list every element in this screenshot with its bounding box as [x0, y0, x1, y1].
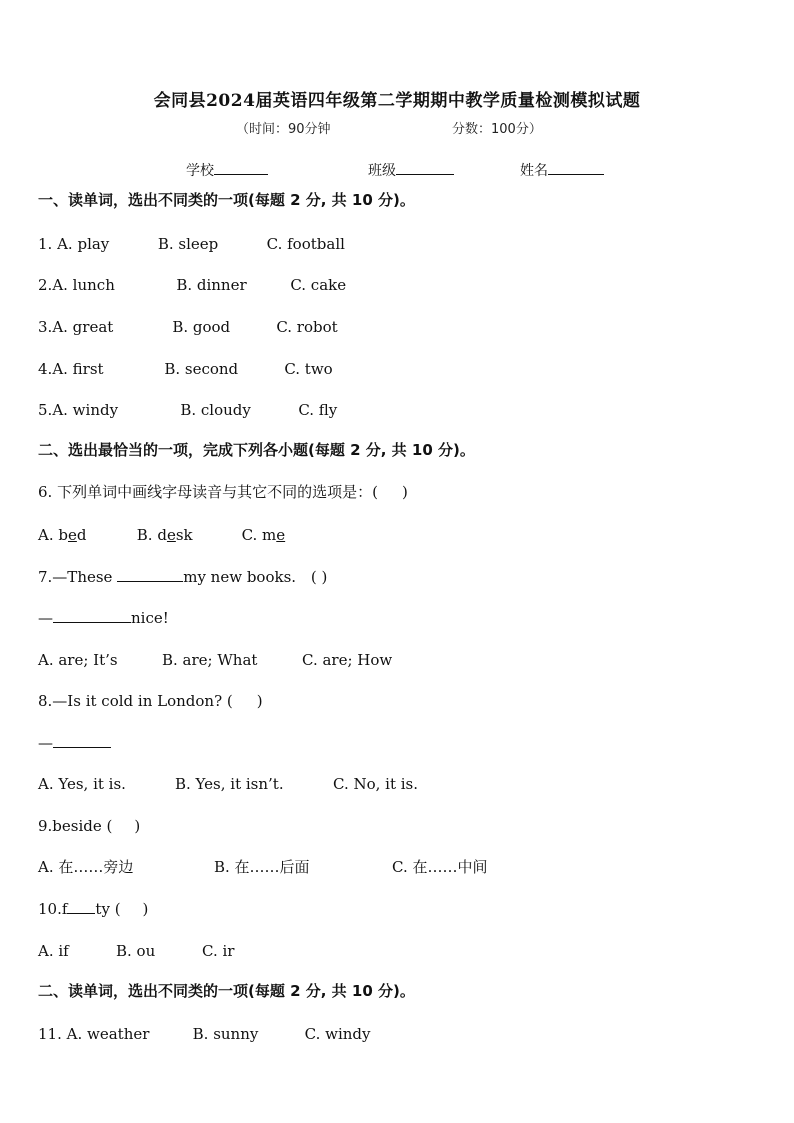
option-a[interactable]: A. great [52, 318, 114, 336]
exam-score: 分数：100分） [452, 122, 542, 137]
paren-close: ) [142, 900, 149, 918]
question-7-options [38, 650, 392, 670]
answer-blank-1[interactable] [117, 567, 183, 582]
option-c[interactable]: C. cake [290, 276, 347, 294]
paren-close: ) [256, 692, 263, 710]
question-7-reply [38, 608, 169, 628]
option-b[interactable]: B. ou [116, 942, 156, 960]
option-c[interactable]: C. 在……中间 [392, 858, 488, 876]
school-field[interactable] [186, 160, 214, 180]
question-number: 2. [38, 276, 53, 294]
question-3 [38, 317, 338, 337]
option-c[interactable]: C. ir [202, 942, 235, 960]
dash: — [38, 734, 53, 752]
option-text: A. b [38, 526, 68, 544]
paren-close: ) [401, 483, 408, 501]
option-c[interactable]: C. fly [298, 401, 338, 419]
question-2 [38, 275, 346, 295]
answer-blank[interactable] [67, 899, 95, 914]
name-field[interactable] [520, 160, 548, 180]
question-6-options [38, 525, 285, 545]
option-text: C. m [241, 526, 277, 544]
question-8-reply [38, 733, 111, 753]
question-stem: 10.f [38, 900, 68, 918]
option-text: B. d [136, 526, 167, 544]
option-a[interactable]: A. weather [66, 1025, 150, 1043]
option-b[interactable]: B. 在……后面 [214, 858, 310, 876]
option-c[interactable]: C. No, it is. [333, 775, 419, 793]
option-c[interactable] [242, 525, 286, 545]
exam-meta [236, 118, 656, 137]
option-b[interactable]: B. sunny [192, 1025, 259, 1043]
question-9 [38, 816, 140, 836]
section-3-heading: 二、读单词，选出不同类的一项(每题 2 分, 共 10 分)。 [38, 982, 415, 1000]
question-10 [38, 899, 148, 919]
option-b[interactable]: B. good [172, 318, 231, 336]
question-8 [38, 691, 263, 711]
option-c[interactable]: C. two [284, 360, 333, 378]
section-1-heading: 一、读单词，选出不同类的一项(每题 2 分, 共 10 分)。 [38, 191, 415, 209]
option-b[interactable] [137, 525, 237, 545]
name-label: 姓名 [520, 163, 548, 179]
question-7 [38, 567, 327, 587]
option-b[interactable]: B. are; What [162, 651, 258, 669]
question-11 [38, 1024, 371, 1044]
class-label: 班级 [368, 163, 396, 179]
option-a[interactable] [38, 525, 132, 545]
question-9-options [38, 857, 487, 877]
question-6 [38, 482, 408, 502]
option-b[interactable]: B. Yes, it isn’t. [175, 775, 284, 793]
question-10-options [38, 941, 234, 961]
class-field[interactable] [368, 160, 396, 180]
section-2-heading: 二、选出最恰当的一项，完成下列各小题(每题 2 分, 共 10 分)。 [38, 441, 475, 459]
option-text: d [76, 526, 87, 544]
answer-blank-2[interactable] [53, 608, 131, 623]
question-stem: 7.—These [38, 568, 113, 586]
option-a[interactable]: A. if [38, 942, 69, 960]
option-a[interactable]: A. are; It’s [38, 651, 118, 669]
question-number: 5. [38, 401, 53, 419]
underlined-letter: e [276, 526, 286, 544]
option-a[interactable]: A. play [57, 235, 110, 253]
paren-close: ) [134, 817, 141, 835]
question-number: 3. [38, 318, 53, 336]
question-5 [38, 400, 337, 420]
option-a[interactable]: A. windy [52, 401, 119, 419]
option-a[interactable]: A. lunch [52, 276, 115, 294]
option-b[interactable]: B. sleep [157, 235, 219, 253]
question-stem: 6. 下列单词中画线字母读音与其它不同的选项是：( [38, 483, 378, 501]
question-number: 11. [38, 1025, 62, 1043]
option-a[interactable]: A. Yes, it is. [38, 775, 126, 793]
question-stem: ty ( [95, 900, 121, 918]
name-blank[interactable] [548, 160, 604, 175]
question-stem: my new books. [183, 568, 297, 586]
option-b[interactable]: B. second [164, 360, 239, 378]
exam-title: 会同县2024届英语四年级第二学期期中教学质量检测模拟试题 [153, 91, 641, 111]
option-c[interactable]: C. windy [304, 1025, 371, 1043]
option-text: sk [175, 526, 193, 544]
option-a[interactable]: A. 在……旁边 [38, 858, 134, 876]
school-label: 学校 [186, 163, 214, 179]
option-c[interactable]: C. robot [276, 318, 338, 336]
underlined-letter: e [67, 526, 77, 544]
option-b[interactable]: B. dinner [176, 276, 247, 294]
answer-paren[interactable]: ( ) [310, 568, 328, 586]
question-stem: 8.—Is it cold in London? ( [38, 692, 233, 710]
answer-blank[interactable] [53, 733, 111, 748]
question-8-options [38, 774, 418, 794]
question-number: 4. [38, 360, 53, 378]
question-4 [38, 359, 333, 379]
question-1 [38, 234, 345, 254]
dash: — [38, 609, 53, 627]
option-a[interactable]: A. first [52, 360, 104, 378]
school-blank[interactable] [214, 160, 268, 175]
exam-time: （时间：90分钟 [236, 122, 331, 137]
reply-text: nice! [131, 609, 169, 627]
option-c[interactable]: C. are; How [302, 651, 393, 669]
underlined-letter: e [166, 526, 176, 544]
question-stem: 9.beside ( [38, 817, 113, 835]
option-b[interactable]: B. cloudy [180, 401, 251, 419]
class-blank[interactable] [396, 160, 454, 175]
question-number: 1. [38, 235, 53, 253]
option-c[interactable]: C. football [266, 235, 345, 253]
